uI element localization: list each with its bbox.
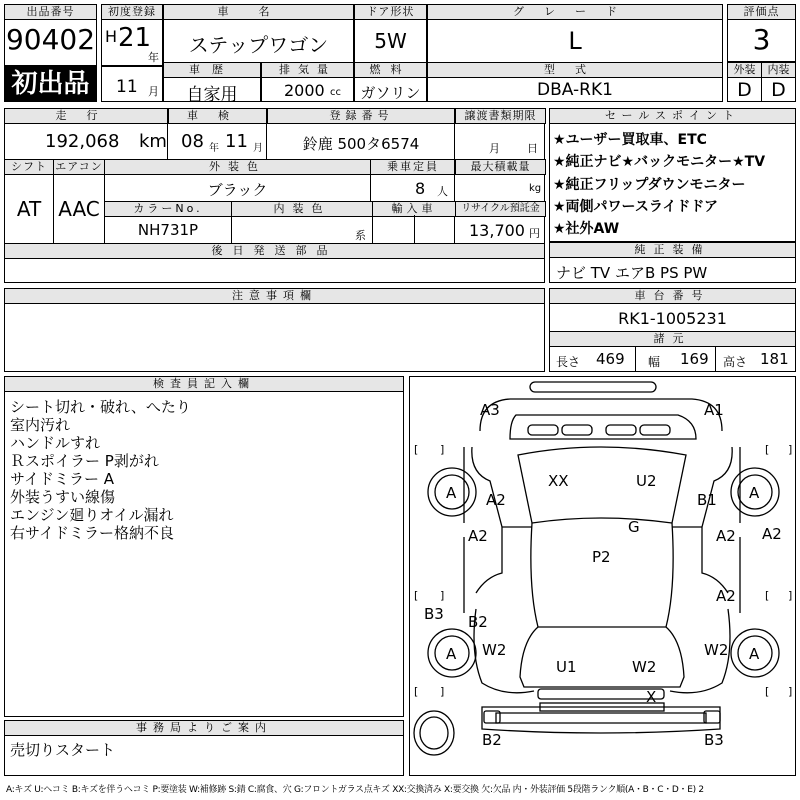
sales-point-item: ★両側パワースライドドア [553,199,719,215]
divider [370,159,371,201]
vehicle-info-section [4,108,545,283]
bracket-label: [ [414,589,419,602]
inspector-note: 室内汚れ [10,416,71,434]
door-label: ドア形状 [354,4,427,20]
fuel: ガソリン [360,84,421,102]
max-load-unit: kg [529,183,542,194]
history: 自家用 [186,85,238,105]
sales-point-item: ★社外AW [553,221,620,237]
notes-box [4,288,545,372]
car-diagram [410,377,795,775]
model-code-box [427,62,723,102]
equipment-label: 純正装備 [549,242,796,258]
damage-mark: A [446,484,457,502]
era: H [105,27,118,46]
inspector-note: サイドミラー A [10,470,114,488]
int-color-label: 内装色 [231,201,373,217]
mileage: 192,068 [45,131,120,152]
ac-label: エアコン [53,159,105,175]
damage-mark: B2 [482,731,502,749]
damage-mark: A1 [704,401,724,419]
divider [266,109,267,159]
transfer-label: 譲渡書類期限 [455,108,546,124]
office-label: 事務局よりご案内 [4,720,404,736]
score: 3 [752,23,771,56]
sales-point-item: ★ユーザー買取車、ETC [553,132,707,148]
lot-number-box [4,4,97,66]
inspection-month-unit: 月 [253,143,263,154]
mileage-label: 走行 [4,108,169,124]
registration-month-box [101,66,163,102]
damage-mark: P2 [592,548,611,566]
chassis-box [549,288,796,372]
chassis-number: RK1-1005231 [618,309,727,328]
bracket-label: [ [414,443,419,456]
damage-mark: G [628,518,640,536]
door-box [354,4,427,66]
fuel-box [354,62,427,102]
displacement-label: 排気量 [261,62,354,78]
divider [167,109,168,159]
ext-color-label: 外装色 [104,159,371,175]
score-box [727,4,796,62]
bracket-label: ] [788,685,793,698]
inspector-box [4,376,404,717]
first-registration-label: 初度登録 [101,4,163,20]
parts-label: 後日発送部品 [4,243,545,259]
capacity-label: 乗車定員 [370,159,456,175]
damage-mark: W2 [482,641,507,659]
recycle-unit: 円 [529,227,540,240]
grade-label: グレード [427,4,723,20]
interior-grade-label: 内装 [761,62,796,78]
displacement-box [261,62,354,102]
int-color-unit: 系 [355,229,366,242]
capacity: 8 [415,179,426,198]
divider [414,215,415,243]
interior-grade: D [771,79,786,101]
year-unit: 年 [148,51,159,64]
damage-mark: A2 [716,527,736,545]
damage-mark: A2 [486,491,506,509]
score-label: 評価点 [727,4,796,20]
grade-box [427,4,723,66]
width-label: 幅 [648,355,661,369]
damage-mark: A [749,645,760,663]
damage-mark: U2 [636,472,657,490]
height: 181 [760,350,789,368]
height-label: 高さ [723,355,748,369]
car-name-box [163,4,354,66]
month-unit: 月 [148,85,159,98]
damage-mark: A3 [480,401,500,419]
inspection-month: 11 [225,131,248,152]
inspection-year: 08 [181,131,204,152]
sales-point-item: ★純正フリップダウンモニター [553,177,746,193]
damage-mark: B3 [424,605,444,623]
damage-mark: A [446,645,457,663]
inspector-note: シート切れ・破れ、へたり [10,398,191,416]
length: 469 [596,350,625,368]
inspector-label: 検査員記入欄 [4,376,404,392]
first-registration-box [101,4,163,66]
damage-diagram-box [409,376,796,776]
interior-grade-box [761,62,796,102]
damage-mark: A2 [468,527,488,545]
recycle-label: リサイクル預託金 [455,201,546,217]
damage-mark: X [646,688,657,706]
exterior-grade: D [737,79,752,101]
dimensions-label: 諸元 [549,331,796,347]
door-type: 5W [374,29,407,53]
damage-mark: U1 [556,658,577,676]
inspector-note: Ｒスポイラー P剥がれ [10,452,159,470]
office-box [4,720,404,776]
bracket-label: [ [765,443,770,456]
color-number: NH731P [137,221,199,239]
sales-points-label: セールスポイント [549,108,796,124]
transfer-month-unit: 月 [489,142,500,155]
inspector-note: ハンドルすれ [10,434,101,452]
inspector-note: 外装うすい線傷 [10,488,116,506]
equipment-box [549,242,796,283]
sales-point-item: ★純正ナビ★バックモニター★TV [553,154,766,170]
divider [372,201,373,243]
lot-number: 90402 [5,23,96,56]
chassis-label: 車台番号 [549,288,796,304]
history-label: 車歴 [163,62,261,78]
damage-mark: XX [548,472,569,490]
damage-mark: A [749,484,760,502]
air-conditioner: AAC [58,197,100,221]
registration-year: 21 [118,23,152,53]
transfer-day-unit: 日 [527,142,538,155]
fuel-label: 燃料 [354,62,427,78]
damage-mark: B2 [468,613,488,631]
office-note: 売切りスタート [10,741,116,759]
divider [715,347,716,371]
import-label: 輸入車 [372,201,456,217]
grade: L [568,27,582,55]
shift: AT [16,197,42,221]
history-box [163,62,261,105]
inspection-year-unit: 年 [209,143,219,154]
capacity-unit: 人 [437,185,448,198]
divider [635,347,636,371]
first-listing-badge: 初出品 [4,66,97,102]
inspection-label: 車検 [168,108,268,124]
damage-mark: A2 [762,525,782,543]
exterior-grade-label: 外装 [727,62,762,78]
model-code: DBA-RK1 [537,80,613,100]
car-name: ステップワゴン [188,33,329,57]
car-name-label: 車名 [163,4,354,20]
ext-color: ブラック [207,181,268,199]
bracket-label: ] [788,443,793,456]
lot-number-label: 出品番号 [4,4,97,20]
damage-mark: B1 [697,491,717,509]
damage-mark: B3 [704,731,724,749]
divider [53,159,54,243]
notes-label: 注意事項欄 [4,288,545,304]
bracket-label: ] [440,443,445,456]
max-load-label: 最大積載量 [455,159,546,175]
damage-mark: A2 [716,587,736,605]
model-code-label: 型式 [427,62,723,78]
length-label: 長さ [556,355,581,369]
divider [454,109,455,159]
width: 169 [680,350,709,368]
divider [231,201,232,243]
bracket-label: [ [765,685,770,698]
bracket-label: [ [414,685,419,698]
equipment-list: ナビ TV エアB PS PW [556,264,708,282]
inspector-note: 右サイドミラー格納不良 [10,524,174,542]
plate-label: 登録番号 [267,108,456,124]
bracket-label: ] [788,589,793,602]
damage-mark: W2 [704,641,729,659]
registration-month: 11 [116,77,138,97]
damage-mark: W2 [632,658,657,676]
color-no-label: カラーNo. [104,201,232,217]
bracket-label: [ [765,589,770,602]
displacement: 2000 [284,81,325,100]
sales-points-box [549,108,796,242]
recycle-fee: 13,700 [469,221,525,240]
exterior-grade-box [727,62,762,102]
displacement-unit: cc [330,87,341,98]
license-plate: 鈴鹿 500タ6574 [302,135,420,153]
bracket-label: ] [440,685,445,698]
shift-label: シフト [4,159,54,175]
bracket-label: ] [440,589,445,602]
inspector-note: エンジン廻りオイル漏れ [10,506,174,524]
mileage-unit: km [139,131,167,152]
damage-legend: A:キズ U:ヘコミ B:キズを伴うヘコミ P:要塗装 W:補修跡 S:錆 C:腐食、穴 G:フロントガラス点キズ XX:交換済み X:要交換 欠:欠品 内・外装評価 5段階ランク順(A・B・C・D・E) 2 [6,785,704,795]
